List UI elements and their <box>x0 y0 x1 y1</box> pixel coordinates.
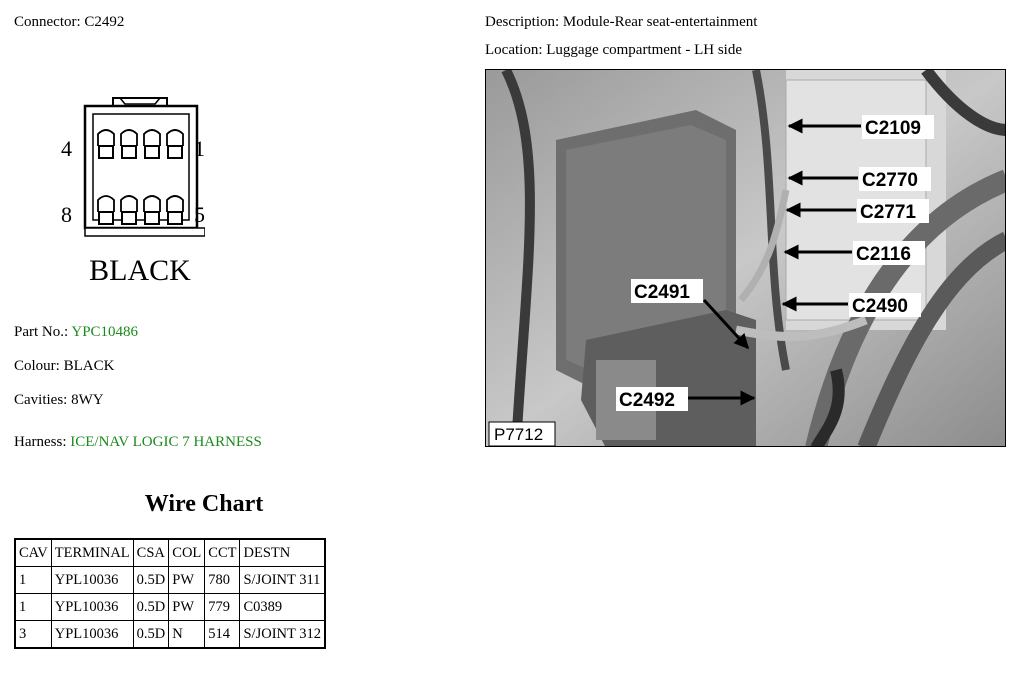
cell-terminal: YPL10036 <box>51 567 133 594</box>
connector-label: Connector: <box>14 14 81 30</box>
harness-label: Harness: <box>14 434 67 450</box>
colour-label: Colour: <box>14 358 60 374</box>
location-photo <box>485 69 1006 447</box>
cavities-value: 8WY <box>71 392 104 408</box>
callout-c2491: C2491 <box>634 282 690 303</box>
col-terminal-header: TERMINAL <box>51 539 133 567</box>
pin-number-1: 1 <box>194 136 205 161</box>
part-no-label: Part No.: <box>14 324 69 340</box>
pin-number-5: 5 <box>194 202 205 227</box>
callout-c2116: C2116 <box>856 244 911 265</box>
callout-c2771: C2771 <box>860 202 916 223</box>
cell-col: PW <box>169 594 205 621</box>
callout-c2492: C2492 <box>619 390 675 411</box>
callout-c2490: C2490 <box>852 296 908 317</box>
photo-reference: P7712 <box>494 425 544 444</box>
part-no-line <box>14 324 138 341</box>
harness-line <box>14 434 262 451</box>
table-row <box>15 567 325 594</box>
location-label: Location: <box>485 42 543 58</box>
cell-cct: 780 <box>205 567 240 594</box>
cavities-label: Cavities: <box>14 392 68 408</box>
colour-line <box>14 358 114 375</box>
pin-number-4: 4 <box>61 136 72 161</box>
cell-col: N <box>169 621 205 649</box>
cell-destn: C0389 <box>240 594 325 621</box>
col-col-header: COL <box>169 539 205 567</box>
col-cct-header: CCT <box>205 539 240 567</box>
harness-link[interactable]: ICE/NAV LOGIC 7 HARNESS <box>70 434 262 450</box>
location-value: Luggage compartment - LH side <box>546 42 743 58</box>
cell-terminal: YPL10036 <box>51 621 133 649</box>
description-value: Module-Rear seat-entertainment <box>562 14 758 30</box>
connector-value: C2492 <box>84 14 125 30</box>
pin-number-8: 8 <box>61 202 72 227</box>
connector-line <box>14 14 124 31</box>
cell-csa: 0.5D <box>133 621 169 649</box>
cell-cav: 3 <box>15 621 51 649</box>
cell-terminal: YPL10036 <box>51 594 133 621</box>
cell-destn: S/JOINT 311 <box>240 567 325 594</box>
colour-value: BLACK <box>63 358 115 374</box>
location-line <box>485 42 742 59</box>
table-row <box>15 594 325 621</box>
cell-cct: 779 <box>205 594 240 621</box>
cell-destn: S/JOINT 312 <box>240 621 325 649</box>
callout-c2770: C2770 <box>862 170 918 191</box>
cell-cav: 1 <box>15 567 51 594</box>
cell-csa: 0.5D <box>133 594 169 621</box>
cell-cav: 1 <box>15 594 51 621</box>
table-row <box>15 621 325 649</box>
cavities-line <box>14 392 104 409</box>
cell-cct: 514 <box>205 621 240 649</box>
description-label: Description: <box>485 14 560 30</box>
description-line <box>485 14 757 31</box>
table-header-row <box>15 539 325 567</box>
part-no-link[interactable]: YPC10486 <box>71 324 139 340</box>
cell-col: PW <box>169 567 205 594</box>
connector-color-label: BLACK <box>89 254 191 287</box>
wire-chart-table <box>14 538 326 649</box>
col-csa-header: CSA <box>133 539 169 567</box>
connector-face-diagram <box>55 92 205 292</box>
wire-chart-title: Wire Chart <box>144 491 264 517</box>
col-destn-header: DESTN <box>240 539 325 567</box>
col-cav-header: CAV <box>15 539 51 567</box>
cell-csa: 0.5D <box>133 567 169 594</box>
callout-c2109: C2109 <box>865 118 921 139</box>
